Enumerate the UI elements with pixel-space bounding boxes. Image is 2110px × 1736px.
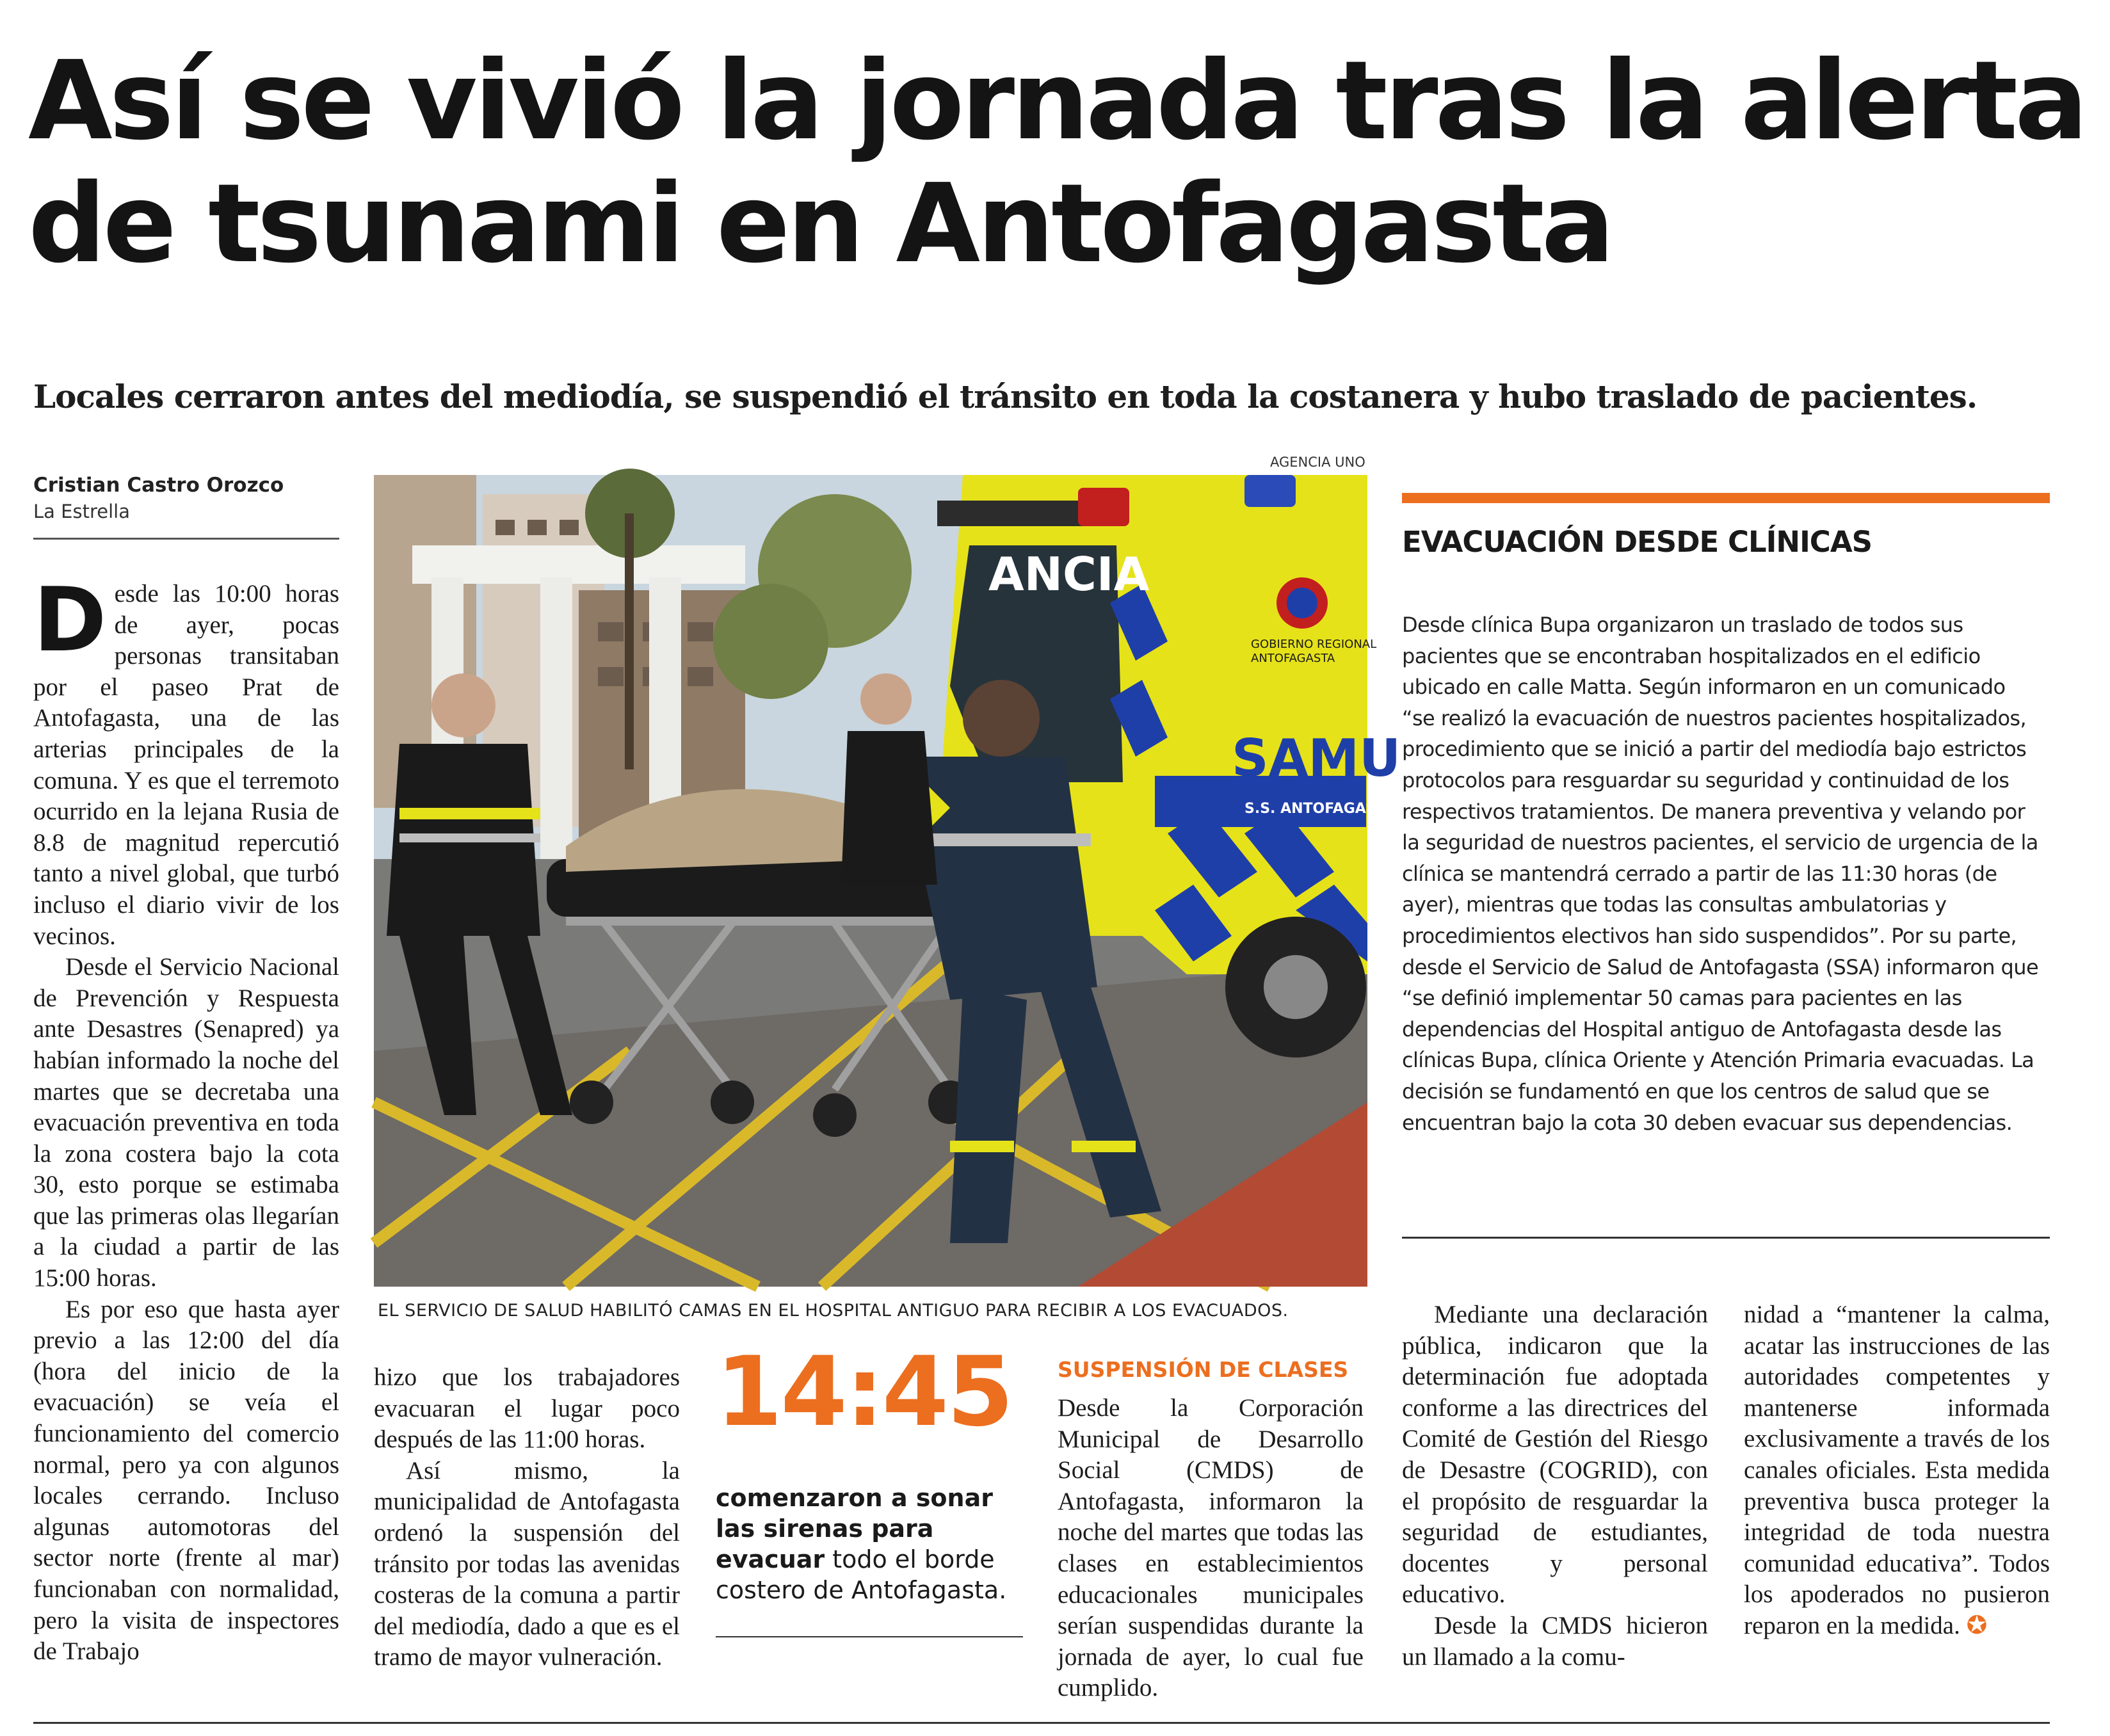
body-column-6 [1744,1299,2050,1718]
drop-cap: D [33,568,107,671]
sidebar-divider [1402,1237,2050,1239]
body-paragraph-1 [33,568,339,952]
end-mark-icon: ✪ [1966,1611,1988,1639]
sidebar-text: Desde clínica Bupa organizaron un traslado de todos sus pacientes que se encontraban hospitalizados en el edificio ubicado en calle Matta. Según informaron en un comunicado “se realizó la evacuación de nuestros pacientes hospitalizados, procedimiento que se inició a partir del mediodía bajo estrictos protocolos para resguardar su seguridad y continuidad de los respectivos tratamientos. De manera preventiva y velando por la seguridad de nuestros pacientes, el servicio de urgencia de la clínica se mantendrá cerrado a partir de las 11:30 horas (de ayer), mientras que todas las consultas ambulatorias y procedimientos electivos han sido suspendidos”. Por su parte, desde el Servicio de Salud de Antofagasta (SSA) informaron que “se definió implementar 50 camas para pacientes en las dependencias del Hospital antiguo de Antofagasta desde las clínicas Bupa, clínica Oriente y Atención Primaria evacuadas. La decisión se fundamentó en que los centros de salud que se encuentran bajo la cota 30 deben evacuar sus dependencias. [1402,613,2039,1135]
body-column-1 [33,568,339,1712]
classes-paragraph-1: Desde la Corporación Municipal de Desarrollo Social (CMDS) de Antofagasta, informaron la noche del martes que todas las clases en establecimientos educacionales municipales serían suspendidas durante la jornada de ayer, lo cual fue cumplido. [1058,1394,1364,1702]
photo-caption: EL SERVICIO DE SALUD HABILITÓ CAMAS EN EL HOSPITAL ANTIGUO PARA RECIBIR A LOS EVACUADOS. [378,1301,1289,1321]
body-paragraph-2: Desde el Servicio Nacional de Prevención y Respuesta ante Desastres (Senapred) ya habían informado la noche del martes que se decretaba una evacuación preventiva en toda la zona costera bajo la cota 30, esto porque se estimaba que las primeras olas llegarían a la ciudad a partir de las 15:00 horas. [33,953,339,1292]
ambulance-label: ANCIA [988,547,1150,601]
ambulance-agency-label: S.S. ANTOFAGASTA [1244,801,1396,817]
page-bottom-rule [33,1722,2050,1724]
stat-divider [716,1636,1023,1637]
news-photo [374,475,1401,1287]
ambulance-samu-label: SAMU [1232,728,1401,788]
stat-description [716,1483,1036,1605]
classes-paragraph-3-text: nidad a “mantener la calma, acatar las instrucciones de las autoridades competentes y mantenerse informada exclusivamente a través de los canales oficiales. Esta medida preventiva busca proteger la integridad de toda nuestra comunidad educativa”. Todos los apoderados no pusieron reparon en la medida. [1744,1301,2050,1639]
body-paragraph-1-text: esde las 10:00 horas de ayer, pocas personas transitaban por el paseo Prat de Antofagasta, una de las arterias principales de la comuna. Y es que el terremoto ocurrido en la lejana Rusia de 8.8 de magnitud repercutió tanto a nivel global, que turbó incluso el diario vivir de los vecinos. [33,580,339,950]
byline-divider [33,538,339,540]
body-paragraph-4: Así mismo, la municipalidad de Antofagasta ordenó la suspensión del tránsito por todas las avenidas costeras de la comuna a partir del mediodía, dado a que es el tramo de mayor vulneración. [374,1456,680,1671]
headline: Así se vivió la jornada tras la alerta de tsunami en Antofagasta [28,38,2085,287]
sidebar-accent-bar [1402,493,2050,503]
stat-bold-text: comenzaron a sonar las sirenas para evacuar [716,1484,993,1573]
photo-credit: AGENCIA UNO [1270,454,1365,470]
body-paragraph-3-continued: hizo que los trabajadores evacuaran el lugar poco después de las 11:00 horas. [374,1363,680,1454]
classes-paragraph-3: Desde la CMDS hicieron un llamado a la comu- [1402,1611,1708,1671]
section-title-classes: SUSPENSIÓN DE CLASES [1058,1357,1349,1382]
byline-author: Cristian Castro Orozco [33,474,284,497]
body-column-5 [1402,1299,1708,1718]
sidebar-title: EVACUACIÓN DESDE CLÍNICAS [1402,525,1872,559]
body-column-2 [374,1362,680,1718]
classes-paragraph-3-continued [1744,1299,2050,1642]
ambulance-govt-label: GOBIERNO REGIONAL [1251,638,1377,651]
body-paragraph-3: Es por eso que hasta ayer previo a las 12:00 del día (hora del inicio de la evacuación) se veía el funcionamiento del comercio normal, pero ya con algunos locales cerrando. Incluso algunas automotoras del sector norte (frente al mar) funcionaban con normalidad, pero la visita de inspectores de Trabajo [33,1295,339,1666]
stat-time: 14:45 [716,1337,1012,1448]
body-column-4 [1058,1393,1364,1718]
ambulance-region-label: ANTOFAGASTA [1251,652,1335,665]
subheadline: Locales cerraron antes del mediodía, se suspendió el tránsito en toda la costanera y hubo traslado de pacientes. [33,378,1977,415]
classes-paragraph-2: Mediante una declaración pública, indicaron que la determinación fue adoptada conforme a las directrices del Comité de Gestión del Riesgo de Desastre (COGRID), con el propósito de resguardar la seguridad de estudiantes, docentes y personal educativo. [1402,1301,1708,1609]
ambulance-scene-illustration [374,475,1401,1287]
stat-text: todo el borde costero de Antofagasta. [716,1545,1007,1604]
byline-outlet: La Estrella [33,501,130,522]
